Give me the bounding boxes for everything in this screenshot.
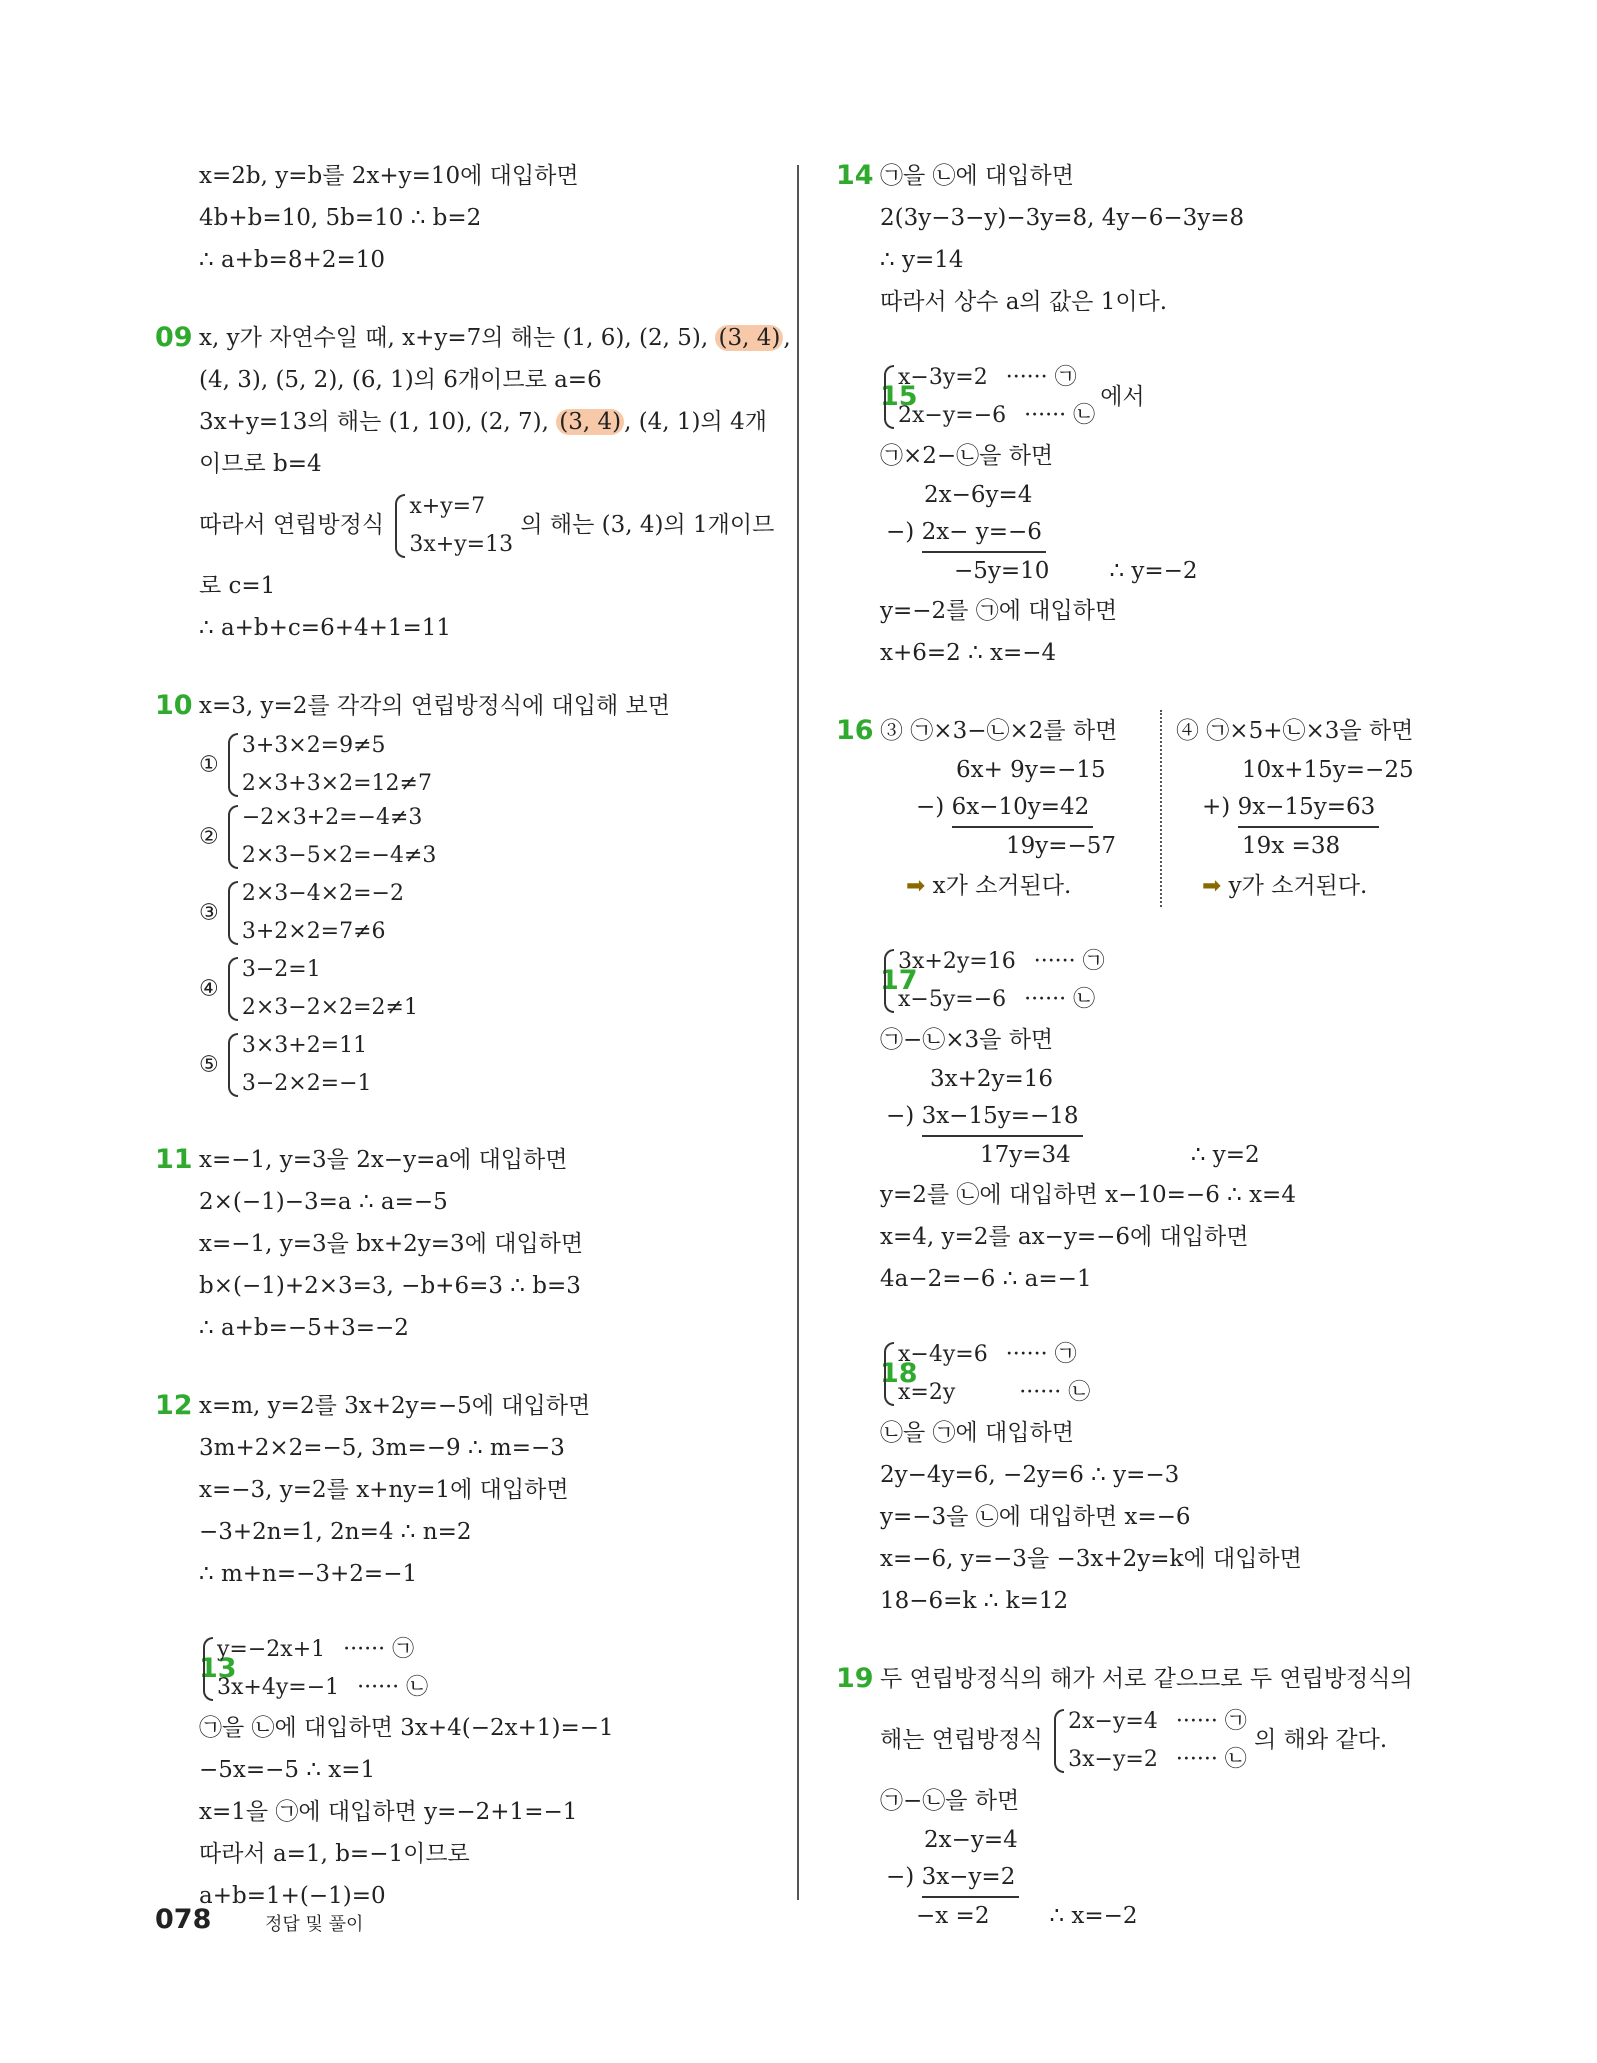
problem-number: 09 bbox=[155, 322, 193, 353]
text-line: y=−3을 ㉡에 대입하면 x=−6 bbox=[880, 1504, 1191, 1530]
problem-15 bbox=[836, 359, 1456, 674]
equation-system: 3−2=1 2×3−2×2=2≠1 bbox=[224, 951, 418, 1027]
text-line: 따라서 상수 a의 값은 1이다. bbox=[880, 289, 1168, 315]
page-number: 078 bbox=[155, 1904, 212, 1935]
problem-number: 18 bbox=[880, 1358, 918, 1389]
problem-number: 15 bbox=[880, 381, 918, 412]
text-line: (4, 3), (5, 2), (6, 1)의 6개이므로 a=6 bbox=[199, 367, 602, 393]
text-line: 18−6=k ∴ k=12 bbox=[880, 1588, 1069, 1614]
problem-13 bbox=[155, 1631, 775, 1917]
text-line: 3x+y=13의 해는 (1, 10), (2, 7), (3, 4) , (4, 1)의 4개 bbox=[199, 409, 767, 435]
text-line: ㉠×2−㉡을 하면 bbox=[880, 443, 1054, 469]
problem-15-header: 15 x−3y=2 ······ ㉠ 2x−y=−6 ······ ㉡ 에서 bbox=[880, 359, 1456, 435]
problem-13-header bbox=[199, 1631, 775, 1707]
problem-18-header bbox=[880, 1336, 1456, 1412]
text-line: y=−2를 ㉠에 대입하면 bbox=[880, 598, 1118, 624]
text-line: 따라서 연립방정식 x+y=7 3x+y=13 의 해는 (3, 4)의 1개이므 bbox=[199, 485, 775, 565]
problem-12 bbox=[155, 1385, 775, 1595]
check-item: ② −2×3+2=−4≠3 2×3−5×2=−4≠3 bbox=[199, 799, 775, 875]
equation-system: 3x+2y=16 ······ ㉠ x−5y=−6 ······ ㉡ bbox=[880, 943, 1105, 1019]
text-line: b×(−1)+2×3=3, −b+6=3 ∴ b=3 bbox=[199, 1273, 581, 1299]
highlight: (3, 4) bbox=[556, 409, 624, 435]
problem-16 bbox=[836, 710, 1456, 907]
problem-number: 11 bbox=[155, 1144, 193, 1175]
elimination-calc: 2x−y=4 −) 3x−y=2 −x =2 ∴ x=−2 bbox=[886, 1827, 1138, 1929]
text-line: x=2b, y=b를 2x+y=10에 대입하면 bbox=[199, 163, 579, 189]
text-line: ∴ a+b=8+2=10 bbox=[199, 247, 385, 273]
highlight: (3, 4) bbox=[715, 325, 783, 351]
text-line: 4a−2=−6 ∴ a=−1 bbox=[880, 1266, 1092, 1292]
problem-10 bbox=[155, 685, 775, 1103]
equation-system: x−3y=2 ······ ㉠ 2x−y=−6 ······ ㉡ bbox=[880, 359, 1095, 435]
elimination-calc: 2x−6y=4 −) 2x− y=−6 −5y=10 ∴ y=−2 bbox=[886, 482, 1198, 584]
right-column bbox=[836, 155, 1456, 1935]
equation-system: 3+3×2=9≠5 2×3+3×2=12≠7 bbox=[224, 727, 432, 803]
problem-09 bbox=[155, 317, 791, 649]
text-line: a+b=1+(−1)=0 bbox=[199, 1883, 386, 1909]
text-line: x=−3, y=2를 x+ny=1에 대입하면 bbox=[199, 1477, 569, 1503]
text-line: x=3, y=2를 각각의 연립방정식에 대입해 보면 bbox=[199, 693, 670, 719]
text-line: ㉠−㉡×3을 하면 bbox=[880, 1027, 1054, 1053]
text-line: ∴ a+b+c=6+4+1=11 bbox=[199, 615, 452, 641]
column-divider bbox=[797, 165, 799, 1900]
text-line: 이므로 b=4 bbox=[199, 451, 322, 477]
equation-system: y=−2x+1 ······ ㉠ 3x+4y=−1 ······ ㉡ bbox=[199, 1631, 428, 1707]
elimination-calc: 3x+2y=16 −) 3x−15y=−18 17y=34 ∴ y=2 bbox=[886, 1066, 1260, 1168]
text-line: 로 c=1 bbox=[199, 573, 276, 599]
problem-number: 13 bbox=[199, 1653, 237, 1684]
text-line: 두 연립방정식의 해가 서로 같으므로 두 연립방정식의 bbox=[880, 1666, 1413, 1692]
problem-17-header bbox=[880, 943, 1456, 1019]
text-line: −5x=−5 ∴ x=1 bbox=[199, 1757, 376, 1783]
two-methods bbox=[880, 710, 1456, 907]
text-line: ㉡을 ㉠에 대입하면 bbox=[880, 1420, 1074, 1446]
problem-number: 12 bbox=[155, 1390, 193, 1421]
text-line: 2×(−1)−3=a ∴ a=−5 bbox=[199, 1189, 448, 1215]
text-line: 2(3y−3−y)−3y=8, 4y−6−3y=8 bbox=[880, 205, 1245, 231]
text-line: y=2를 ㉡에 대입하면 x−10=−6 ∴ x=4 bbox=[880, 1182, 1296, 1208]
text-line: 4b+b=10, 5b=10 ∴ b=2 bbox=[199, 205, 482, 231]
problem-number: 10 bbox=[155, 690, 193, 721]
text-line: ∴ y=14 bbox=[880, 247, 964, 273]
text-line: x=−1, y=3을 2x−y=a에 대입하면 bbox=[199, 1147, 568, 1173]
equation-system: 3×3+2=11 3−2×2=−1 bbox=[224, 1027, 372, 1103]
check-item: ③ 2×3−4×2=−2 3+2×2=7≠6 bbox=[199, 875, 775, 951]
check-item: ① 3+3×2=9≠5 2×3+3×2=12≠7 bbox=[199, 727, 775, 803]
text-line: 3m+2×2=−5, 3m=−9 ∴ m=−3 bbox=[199, 1435, 565, 1461]
problem-08-continued bbox=[155, 155, 775, 281]
footer-title: 정답 및 풀이 bbox=[265, 1914, 364, 1935]
problem-18 bbox=[836, 1336, 1456, 1622]
text-line: ∴ m+n=−3+2=−1 bbox=[199, 1561, 418, 1587]
arrow-icon: ➡ bbox=[1202, 873, 1222, 899]
equation-system: −2×3+2=−4≠3 2×3−5×2=−4≠3 bbox=[224, 799, 437, 875]
text-line: x=1을 ㉠에 대입하면 y=−2+1=−1 bbox=[199, 1799, 578, 1825]
text-line: x+6=2 ∴ x=−4 bbox=[880, 640, 1057, 666]
problem-17 bbox=[836, 943, 1456, 1300]
problem-number: 16 bbox=[836, 715, 874, 746]
check-item: ④ 3−2=1 2×3−2×2=2≠1 bbox=[199, 951, 775, 1027]
equation-system: 2x−y=4 ······ ㉠ 3x−y=2 ······ ㉡ bbox=[1050, 1703, 1247, 1779]
text-line: x=−6, y=−3을 −3x+2y=k에 대입하면 bbox=[880, 1546, 1302, 1572]
text-line: x=m, y=2를 3x+2y=−5에 대입하면 bbox=[199, 1393, 591, 1419]
problem-number: 14 bbox=[836, 160, 874, 191]
equation-system: x+y=7 3x+y=13 bbox=[391, 488, 513, 564]
text-line: 해는 연립방정식 2x−y=4 ······ ㉠ 3x−y=2 ······ ㉡ 의 해와 같다. bbox=[880, 1700, 1456, 1780]
text-line: 따라서 a=1, b=−1이므로 bbox=[199, 1841, 470, 1867]
text-line: ∴ a+b=−5+3=−2 bbox=[199, 1315, 409, 1341]
text-line: x=−1, y=3을 bx+2y=3에 대입하면 bbox=[199, 1231, 584, 1257]
text-line: x=4, y=2를 ax−y=−6에 대입하면 bbox=[880, 1224, 1249, 1250]
problem-number: 19 bbox=[836, 1663, 874, 1694]
problem-19 bbox=[836, 1658, 1456, 1935]
problem-11 bbox=[155, 1139, 775, 1349]
equation-system: x−4y=6 ······ ㉠ x=2y ······ ㉡ bbox=[880, 1336, 1090, 1412]
check-item: ⑤ 3×3+2=11 3−2×2=−1 bbox=[199, 1027, 775, 1103]
method-3: ③ ㉠×3−㉡×2를 하면 6x+ 9y=−15 −) 6x−10y=42 19y=−57 ➡ x가 소거된다. bbox=[880, 718, 1118, 899]
text-line: x, y가 자연수일 때, x+y=7의 해는 (1, 6), (2, 5), (3, 4) , bbox=[199, 325, 791, 351]
text-line: ㉠을 ㉡에 대입하면 bbox=[880, 163, 1074, 189]
left-column bbox=[155, 155, 791, 1917]
text-line: 2y−4y=6, −2y=6 ∴ y=−3 bbox=[880, 1462, 1180, 1488]
equation-system: 2×3−4×2=−2 3+2×2=7≠6 bbox=[224, 875, 404, 951]
text-line: ㉠−㉡을 하면 bbox=[880, 1788, 1020, 1814]
problem-number: 17 bbox=[880, 965, 918, 996]
text-line: −3+2n=1, 2n=4 ∴ n=2 bbox=[199, 1519, 472, 1545]
method-4: ④ ㉠×5+㉡×3을 하면 10x+15y=−25 +) 9x−15y=63 19x =38 ➡ y가 소거된다. bbox=[1160, 710, 1456, 907]
problem-14 bbox=[836, 155, 1456, 323]
arrow-icon: ➡ bbox=[906, 873, 926, 899]
text-line: ㉠을 ㉡에 대입하면 3x+4(−2x+1)=−1 bbox=[199, 1715, 614, 1741]
